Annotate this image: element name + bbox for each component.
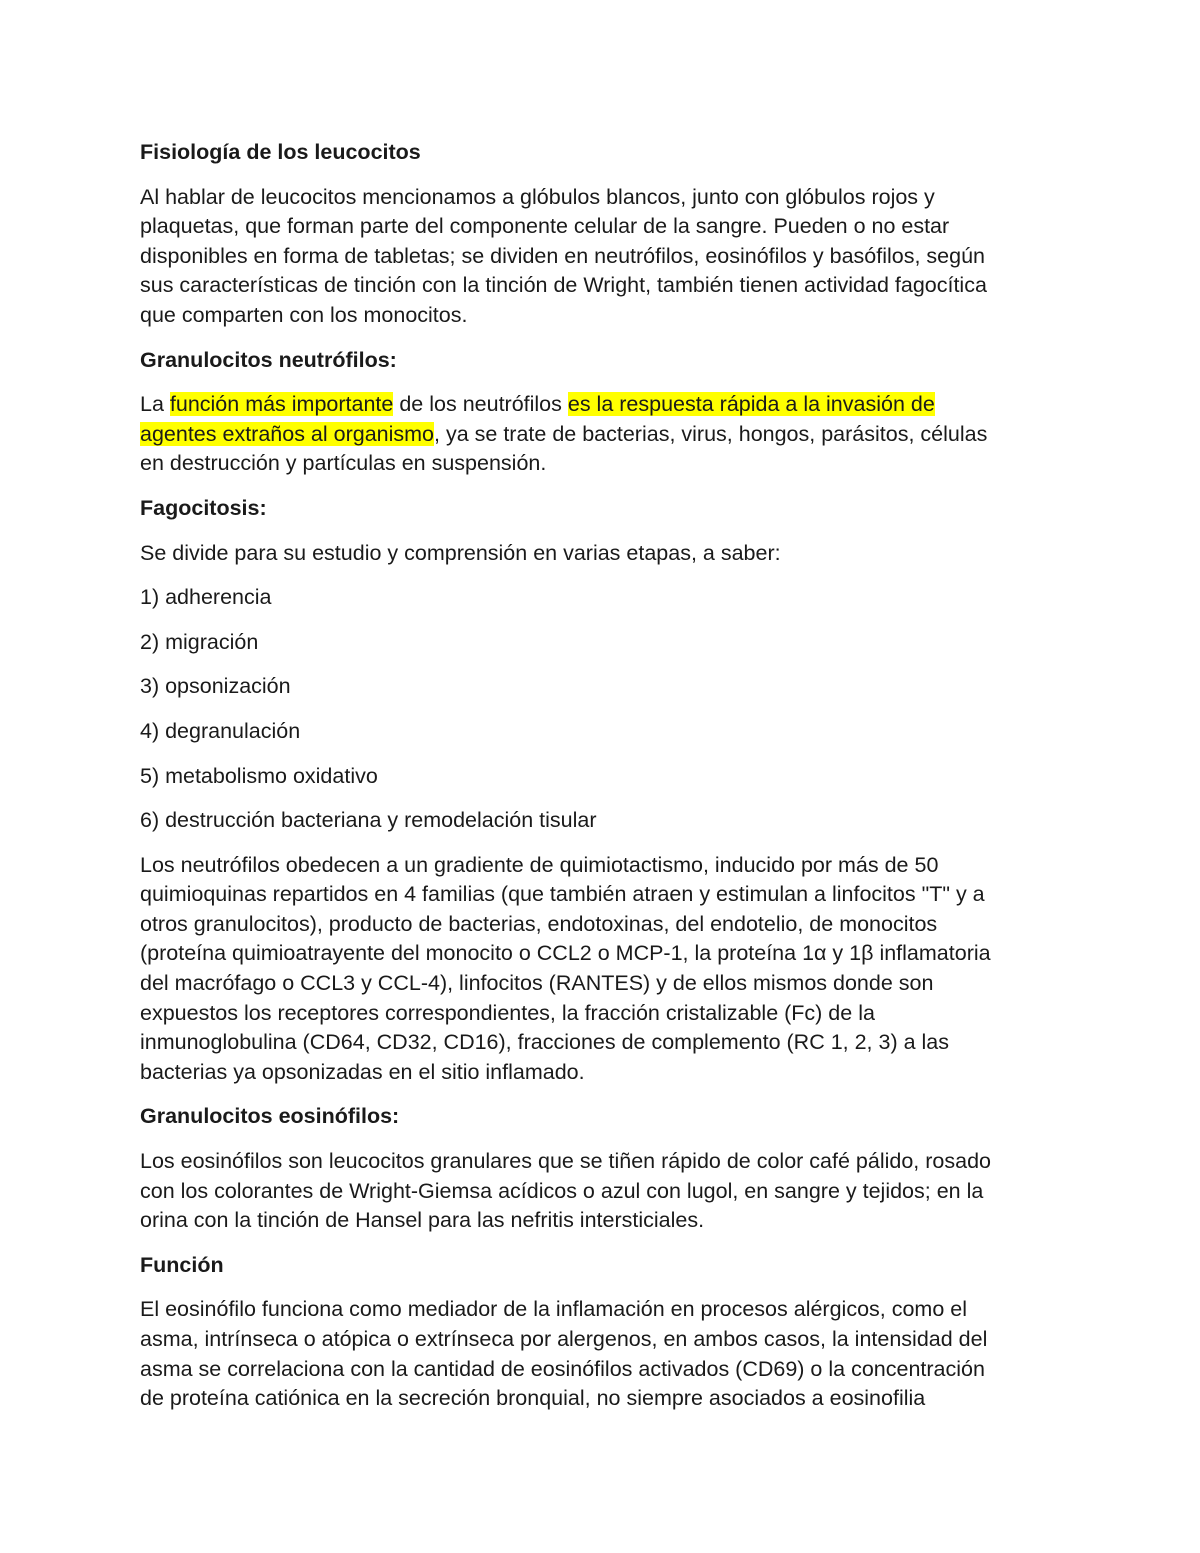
eosinofilos-paragraph bbox=[140, 1147, 991, 1236]
stage-item: 5) metabolismo oxidativo bbox=[140, 763, 378, 788]
text-line: El eosinófilo funciona como mediador de la inflamación en procesos alérgicos, como el bbox=[140, 1297, 968, 1322]
funcion-paragraph bbox=[140, 1295, 991, 1413]
text-line: Los eosinófilos son leucocitos granulares que se tiñen rápido de color café pálido, rosado bbox=[140, 1149, 991, 1174]
stage-item: 3) opsonización bbox=[140, 674, 291, 699]
text-line: otros granulocitos), producto de bacterias, endotoxinas, del endotelio, de monocitos bbox=[140, 911, 938, 936]
document-body bbox=[140, 138, 991, 1429]
text-line: en destrucción y partículas en suspensión. bbox=[140, 451, 547, 476]
text-line: orina con la tinción de Hansel para las nefritis intersticiales. bbox=[140, 1208, 705, 1233]
text-segment: de los neutrófilos bbox=[393, 392, 568, 417]
stage-item: 2) migración bbox=[140, 629, 259, 654]
text-segment: , ya se trate de bacterias, virus, hongos, parásitos, células bbox=[434, 421, 988, 446]
text-line: disponibles en forma de tabletas; se dividen en neutrófilos, eosinófilos y basófilos, según bbox=[140, 243, 985, 268]
text-line: asma se correlaciona con la cantidad de eosinófilos activados (CD69) o la concentración bbox=[140, 1356, 985, 1381]
text-line: del macrófago o CCL3 y CCL-4), linfocitos (RANTES) y de ellos mismos donde son bbox=[140, 971, 934, 996]
quimiotactismo-paragraph bbox=[140, 851, 991, 1088]
text-line bbox=[140, 420, 991, 450]
stage-item: 1) adherencia bbox=[140, 585, 272, 610]
stage-item: 4) degranulación bbox=[140, 718, 301, 743]
highlighted-text: agentes extraños al organismo bbox=[140, 421, 435, 446]
heading-fagocitosis: Fagocitosis: bbox=[140, 495, 267, 520]
neutrofilos-paragraph bbox=[140, 390, 991, 479]
document-title: Fisiología de los leucocitos bbox=[140, 140, 421, 164]
fagocitosis-intro: Se divide para su estudio y comprensión en varias etapas, a saber: bbox=[140, 540, 781, 565]
text-line: sus características de tinción con la tinción de Wright, también tienen actividad fagocítica bbox=[140, 273, 987, 298]
text-line: bacterias ya opsonizadas en el sitio inflamado. bbox=[140, 1059, 585, 1084]
text-line: con los colorantes de Wright-Giemsa acídicos o azul con lugol, en sangre y tejidos; en la bbox=[140, 1178, 984, 1203]
text-line: inmunoglobulina (CD64, CD32, CD16), fracciones de complemento (RC 1, 2, 3) a las bbox=[140, 1030, 950, 1055]
text-line: quimioquinas repartidos en 4 familias (que también atraen y estimulan a linfocitos "T" y a bbox=[140, 882, 985, 907]
text-line: (proteína quimioatrayente del monocito o CCL2 o MCP-1, la proteína 1α y 1β inflamatoria bbox=[140, 941, 991, 966]
text-line: que comparten con los monocitos. bbox=[140, 302, 468, 327]
text-line bbox=[140, 390, 991, 420]
highlighted-text: es la respuesta rápida a la invasión de bbox=[567, 392, 935, 417]
text-line: asma, intrínseca o atópica o extrínseca por alergenos, en ambos casos, la intensidad del bbox=[140, 1327, 988, 1351]
heading-neutrofilos: Granulocitos neutrófilos: bbox=[140, 347, 397, 372]
stage-item: 6) destrucción bacteriana y remodelación tisular bbox=[140, 808, 597, 833]
text-segment: La bbox=[140, 392, 170, 417]
text-line: plaquetas, que forman parte del componente celular de la sangre. Pueden o no estar bbox=[140, 214, 950, 239]
heading-eosinofilos: Granulocitos eosinófilos: bbox=[140, 1104, 400, 1129]
heading-funcion: Función bbox=[140, 1252, 224, 1277]
text-line: expuestos los receptores correspondientes, la fracción cristalizable (Fc) de la bbox=[140, 1000, 875, 1025]
intro-paragraph bbox=[140, 183, 991, 331]
text-line: Los neutrófilos obedecen a un gradiente de quimiotactismo, inducido por más de 50 bbox=[140, 852, 939, 877]
text-line: de proteína catiónica en la secreción bronquial, no siempre asociados a eosinofilia bbox=[140, 1386, 926, 1411]
text-line: Al hablar de leucocitos mencionamos a glóbulos blancos, junto con glóbulos rojos y bbox=[140, 184, 935, 209]
highlighted-text: función más importante bbox=[169, 392, 394, 417]
